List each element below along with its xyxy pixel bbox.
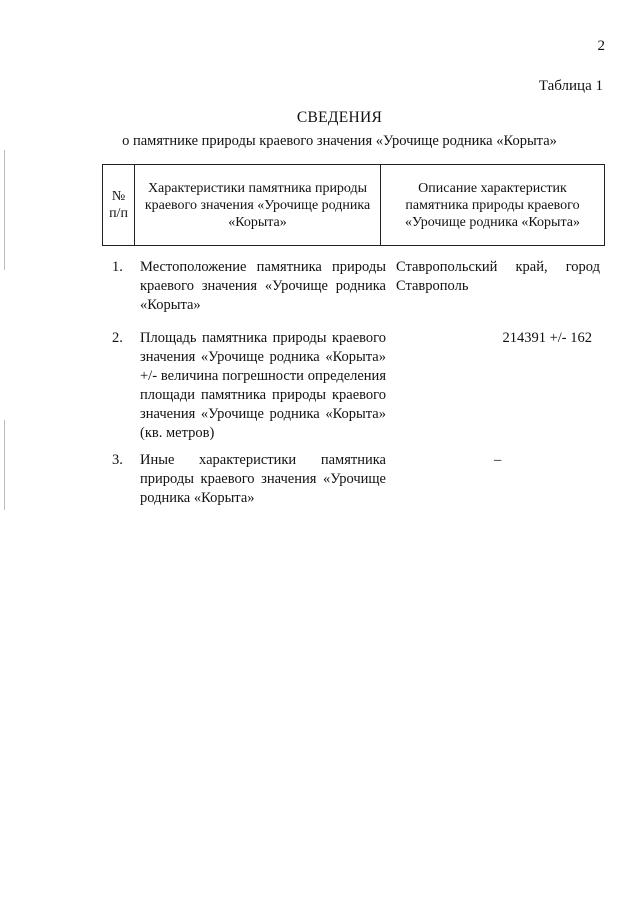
header-row	[103, 165, 605, 246]
header-description: Описание характеристик памятника природы краевого «Урочище родника «Корыта»	[381, 165, 605, 246]
page-number: 2	[597, 38, 605, 54]
row-description: 214391 +/- 162	[502, 330, 592, 346]
document-subtitle: о памятнике природы краевого значения «Урочище родника «Корыта»	[122, 133, 557, 149]
header-num: № п/п	[103, 165, 135, 246]
table-label: Таблица 1	[538, 78, 603, 94]
table-header	[102, 164, 605, 246]
row-characteristic: Местоположение памятника природы краевого значения «Урочище родника «Корыта»	[140, 259, 386, 313]
row-description: –	[494, 452, 502, 468]
header-characteristics: Характеристики памятника природы краевого значения «Урочище родника «Корыта»	[135, 165, 381, 246]
scan-margin-mark	[4, 150, 5, 270]
row-description: Ставропольский край, город Ставрополь	[396, 259, 600, 294]
document-title: СВЕДЕНИЯ	[296, 109, 383, 126]
row-number: 3.	[112, 452, 123, 468]
row-number: 1.	[112, 259, 123, 275]
row-characteristic: Площадь памятника природы краевого значения «Урочище родника «Корыта» +/- величина погрешности определения площади памятника природы краевого значения «Урочище родника «Корыта» (кв. метров)	[140, 330, 386, 441]
row-characteristic: Иные характеристики памятника природы краевого значения «Урочище родника «Корыта»	[140, 452, 386, 506]
scan-margin-mark	[4, 420, 5, 510]
row-number: 2.	[112, 330, 123, 346]
